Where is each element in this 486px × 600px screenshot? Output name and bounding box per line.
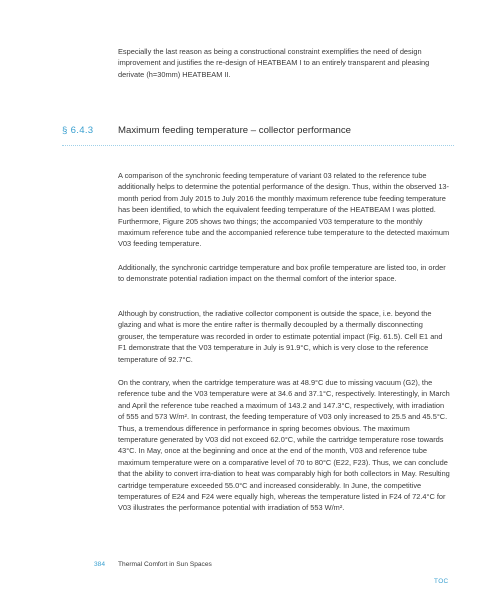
body-paragraph-3: Although by construction, the radiative collector component is outside the space, i.e. beyond the glazing and what is more the entire rafter is thermally decoupled by a thermally disconnecting grouser, the temperature was recorded in order to estimate potential impact (Fig. 61.5). Cell E1 and F1 demonstrate that the V03 temperature in July is 91.9°C, which is very close to the reference temperature of 92.7°C. [118, 309, 443, 364]
section-number: § 6.4.3 [62, 125, 94, 136]
toc-link[interactable]: TOC [434, 578, 449, 585]
page-number: 384 [94, 561, 106, 568]
section-heading [62, 124, 454, 140]
page-footer [0, 560, 486, 574]
body-paragraph-4: On the contrary, when the cartridge temperature was at 48.9°C due to missing vacuum (G2), the reference tube and the V03 temperature were at 34.6 and 37.1°C, respectively. Interestingly, in March and April the reference tube reached a maximum of 143.2 and 147.3°C, respectively, with irradiation of 555 and 573 W/m². In contrast, the feeding temperature of V03 only increased to 25.5 and 45.5°C. Thus, a tremendous difference in performance in spring becomes obvious. The maximum temperature generated by V03 did not exceed 62.0°C, while the cartridge temperature rose towards 43°C. In May, once at the beginning and once at the end of the month, V03 and reference tube maximum temperature were on a comparative level of 70 to 80°C (E22, F23). Thus, we can conclude that the ability to convert irra-diation to heat was comparably high for both collectors in May. Resulting cartridge temperature exceeded 55.0°C and increased considerably. In June, the competitive temperatures of E24 and F24 were equally high, whereas the temperature listed in F24 of 72.4°C for V03 illustrates the performance potential with irradiation of 553 W/m². [118, 378, 450, 513]
body-paragraph-1: A comparison of the synchronic feeding temperature of variant 03 related to the reference tube additionally helps to determine the potential performance of the design. Thus, within the observed 13-month period from July 2015 to July 2016 the monthly maximum reference tube feeding temperature has been identified, to which the equivalent feeding temperature of the HEATBEAM I was plotted. Furthermore, Figure 205 shows two things; the accompanied V03 temperature to the monthly maximum reference tube and the accompanied reference tube temperature to the detected maximum V03 feeding temperature. [118, 171, 450, 249]
running-title: Thermal Comfort in Sun Spaces [118, 561, 212, 568]
section-divider [62, 145, 454, 146]
section-title: Maximum feeding temperature – collector performance [118, 125, 352, 136]
body-paragraph-2: Additionally, the synchronic cartridge temperature and box profile temperature are listed too, in order to demonstrate potential radiation impact on the thermal comfort of the interior space. [118, 263, 446, 284]
intro-paragraph: Especially the last reason as being a constructional constraint exemplifies the need of design improvement and justifies the re-design of HEATBEAM I to an entirely transparent and pleasing derivate (h=30mm) HEATBEAM II. [118, 47, 430, 79]
